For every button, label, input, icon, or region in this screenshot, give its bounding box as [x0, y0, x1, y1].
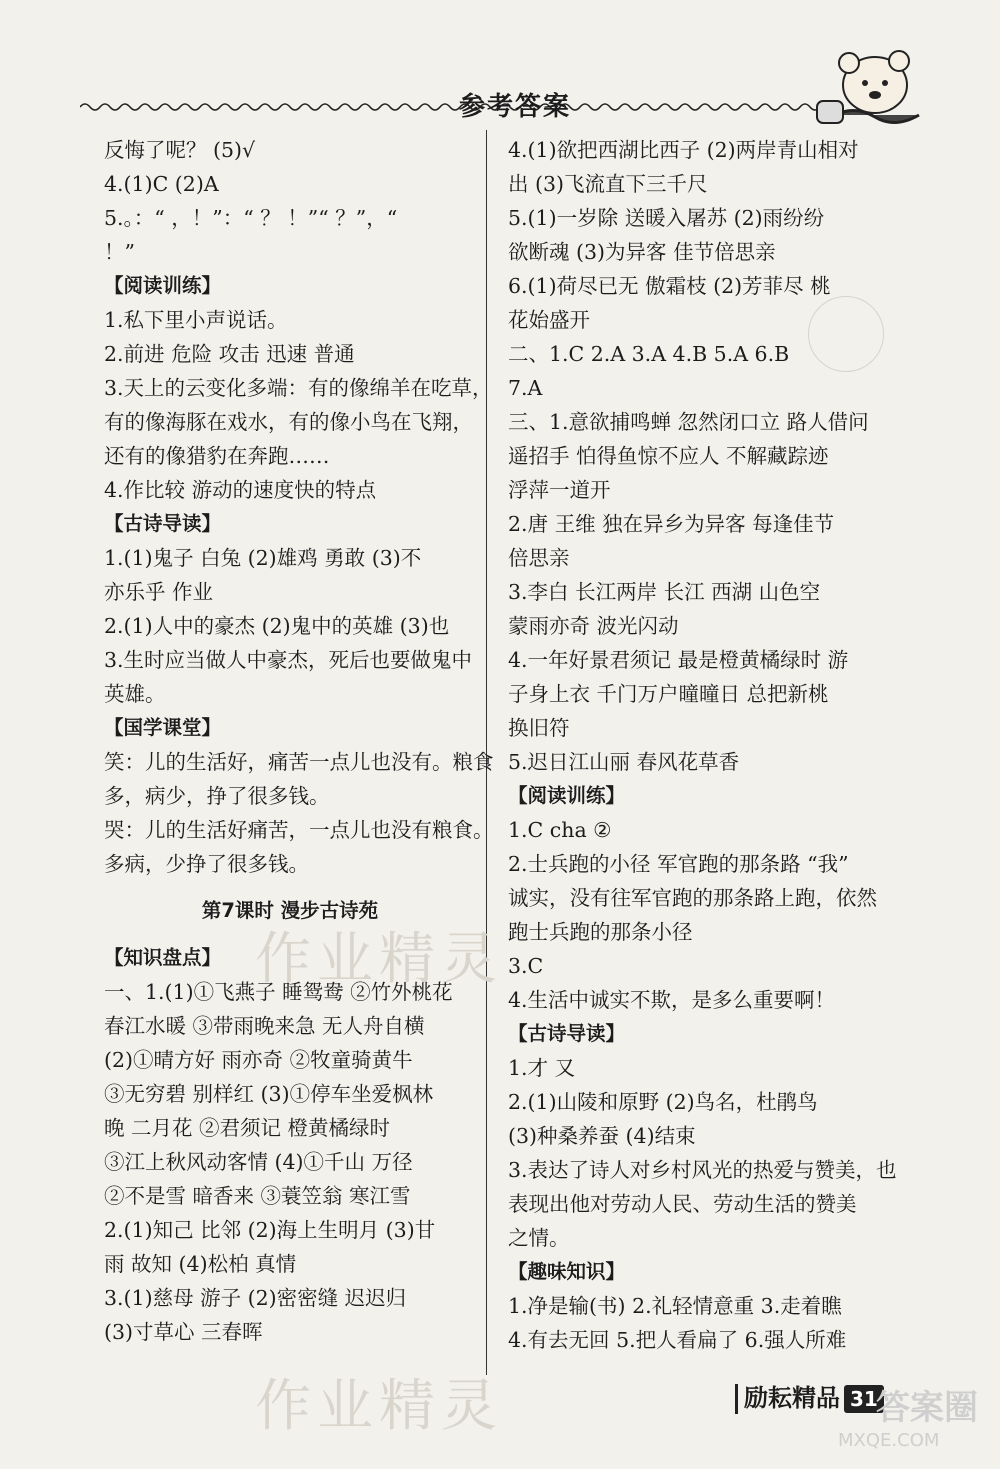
answer-line: (3)种桑养蚕 (4)结束 — [508, 1124, 696, 1148]
stamp-mark — [808, 296, 884, 372]
answer-line: 雨 故知 (4)松柏 真情 — [104, 1252, 297, 1276]
section-heading: 【国学课堂】 — [104, 716, 222, 739]
answer-line: 2.前进 危险 攻击 迅速 普通 — [104, 342, 355, 366]
section-heading: 【古诗导读】 — [508, 1022, 626, 1045]
answer-line: 反悔了呢？ (5)√ — [104, 138, 256, 162]
answer-line: 7.A — [508, 376, 543, 400]
answer-line: 4.生活中诚实不欺，是多么重要啊！ — [508, 988, 836, 1012]
answer-line: 4.(1)C (2)A — [104, 172, 219, 196]
answer-line: 5.(1)一岁除 送暖入屠苏 (2)雨纷纷 — [508, 206, 825, 230]
answer-line: 跑士兵跑的那条小径 — [508, 920, 693, 944]
answer-line: 3.李白 长江两岸 长江 西湖 山色空 — [508, 580, 821, 604]
answer-line: 5.。：“ ，！”：“ ？ ！”“ ？”，“ — [104, 206, 398, 230]
answer-line: 2.唐 王维 独在异乡为异客 每逢佳节 — [508, 512, 835, 536]
answer-line: 3.C — [508, 954, 544, 978]
answer-line: 5.迟日江山丽 春风花草香 — [508, 750, 740, 774]
answer-line: 出 (3)飞流直下三千尺 — [508, 172, 708, 196]
section-heading: 【阅读训练】 — [508, 784, 626, 807]
answer-line: 3.(1)慈母 游子 (2)密密缝 迟迟归 — [104, 1286, 407, 1310]
corner-url: MXQE.COM — [838, 1430, 940, 1451]
answer-line: 1.私下里小声说话。 — [104, 308, 288, 332]
answer-line: 花始盛开 — [508, 308, 590, 332]
answer-line: 2.(1)山陵和原野 (2)鸟名，杜鹃鸟 — [508, 1090, 818, 1114]
answer-line: 二、1.C 2.A 3.A 4.B 5.A 6.B — [508, 342, 790, 366]
answer-line: 3.表达了诗人对乡村风光的热爱与赞美，也 — [508, 1158, 897, 1182]
answer-line: 有的像海豚在戏水，有的像小鸟在飞翔， — [104, 410, 473, 434]
section-heading: 【知识盘点】 — [104, 946, 222, 969]
answer-line: ！” — [104, 240, 135, 264]
answer-line: 春江水暖 ③带雨晚来急 无人舟自横 — [104, 1014, 425, 1038]
page-number: 31 — [844, 1385, 884, 1413]
answer-line: 2.士兵跑的小径 军官跑的那条路 “我” — [508, 852, 849, 876]
answer-line: 1.(1)鬼子 白兔 (2)雄鸡 勇敢 (3)不 — [104, 546, 422, 570]
answer-line: 6.(1)荷尽已无 傲霜枝 (2)芳菲尽 桃 — [508, 274, 831, 298]
answer-line: ③无穷碧 别样红 (3)①停车坐爱枫林 — [104, 1082, 434, 1106]
answer-line: 3.天上的云变化多端：有的像绵羊在吃草， — [104, 376, 493, 400]
corner-watermark: 答案圈 — [876, 1388, 978, 1428]
answer-line: 1.C cha ② — [508, 818, 612, 842]
answer-line: 浮萍一道开 — [508, 478, 611, 502]
answer-line: ②不是雪 暗香来 ③蓑笠翁 寒江雪 — [104, 1184, 411, 1208]
bear-mascot-icon — [815, 45, 925, 135]
lesson-title: 第7课时 漫步古诗苑 — [201, 899, 379, 922]
footer-bar — [735, 1384, 738, 1414]
section-heading: 【阅读训练】 — [104, 274, 222, 297]
watermark: 作业精灵 — [255, 1374, 503, 1439]
answer-line: 1.净是输(书) 2.礼轻情意重 3.走着瞧 — [508, 1294, 842, 1318]
section-heading: 【趣味知识】 — [508, 1260, 626, 1283]
answer-line: 2.(1)人中的豪杰 (2)鬼中的英雄 (3)也 — [104, 614, 450, 638]
section-heading: 【古诗导读】 — [104, 512, 222, 535]
answer-line: 诚实，没有往军官跑的那条路上跑，依然 — [508, 886, 877, 910]
answer-line: 多病，少挣了很多钱。 — [104, 852, 309, 876]
page-header — [80, 70, 920, 130]
answer-line: 表现出他对劳动人民、劳动生活的赞美 — [508, 1192, 857, 1216]
answer-line: 1.才 又 — [508, 1056, 576, 1080]
answer-line: 子身上衣 千门万户曈曈日 总把新桃 — [508, 682, 829, 706]
page-title: 参考答案 — [458, 92, 571, 122]
answer-line: 亦乐乎 作业 — [104, 580, 214, 604]
answer-line: 遥招手 怕得鱼惊不应人 不解藏踪迹 — [508, 444, 829, 468]
answer-line: 欲断魂 (3)为异客 佳节倍思亲 — [508, 240, 776, 264]
answer-line: 4.作比较 游动的速度快的特点 — [104, 478, 377, 502]
answer-line: 换旧符 — [508, 716, 570, 740]
answer-line: (2)①晴方好 雨亦奇 ②牧童骑黄牛 — [104, 1048, 413, 1072]
answer-line: 还有的像猎豹在奔跑…… — [104, 444, 330, 468]
answer-line: 4.一年好景君须记 最是橙黄橘绿时 游 — [508, 648, 849, 672]
brand-name: 励耘精品 — [744, 1384, 840, 1412]
answer-line: 4.(1)欲把西湖比西子 (2)两岸青山相对 — [508, 138, 859, 162]
answer-line: 蒙雨亦奇 波光闪动 — [508, 614, 679, 638]
answer-line: 晚 二月花 ②君须记 橙黄橘绿时 — [104, 1116, 391, 1140]
answer-line: 三、1.意欲捕鸣蝉 忽然闭口立 路人借问 — [508, 410, 869, 434]
answer-line: 倍思亲 — [508, 546, 570, 570]
answer-line: 英雄。 — [104, 682, 166, 706]
answer-line: 笑：儿的生活好，痛苦一点儿也没有。粮食 — [104, 750, 494, 774]
answer-line: ③江上秋风动客情 (4)①千山 万径 — [104, 1150, 413, 1174]
answer-line: 3.生时应当做人中豪杰，死后也要做鬼中 — [104, 648, 473, 672]
answer-line: 之情。 — [508, 1226, 570, 1250]
answer-line: 4.有去无回 5.把人看扁了 6.强人所难 — [508, 1328, 847, 1352]
left-column — [104, 133, 494, 1349]
answer-line: 一、1.(1)①飞燕子 睡鸳鸯 ②竹外桃花 — [104, 980, 453, 1004]
watermark: 作业精灵 — [255, 927, 503, 992]
answer-line: 多，病少，挣了很多钱。 — [104, 784, 330, 808]
answer-line: 2.(1)知己 比邻 (2)海上生明月 (3)甘 — [104, 1218, 436, 1242]
answer-line: 哭：儿的生活好痛苦，一点儿也没有粮食。 — [104, 818, 494, 842]
answer-line: (3)寸草心 三春晖 — [104, 1320, 263, 1344]
